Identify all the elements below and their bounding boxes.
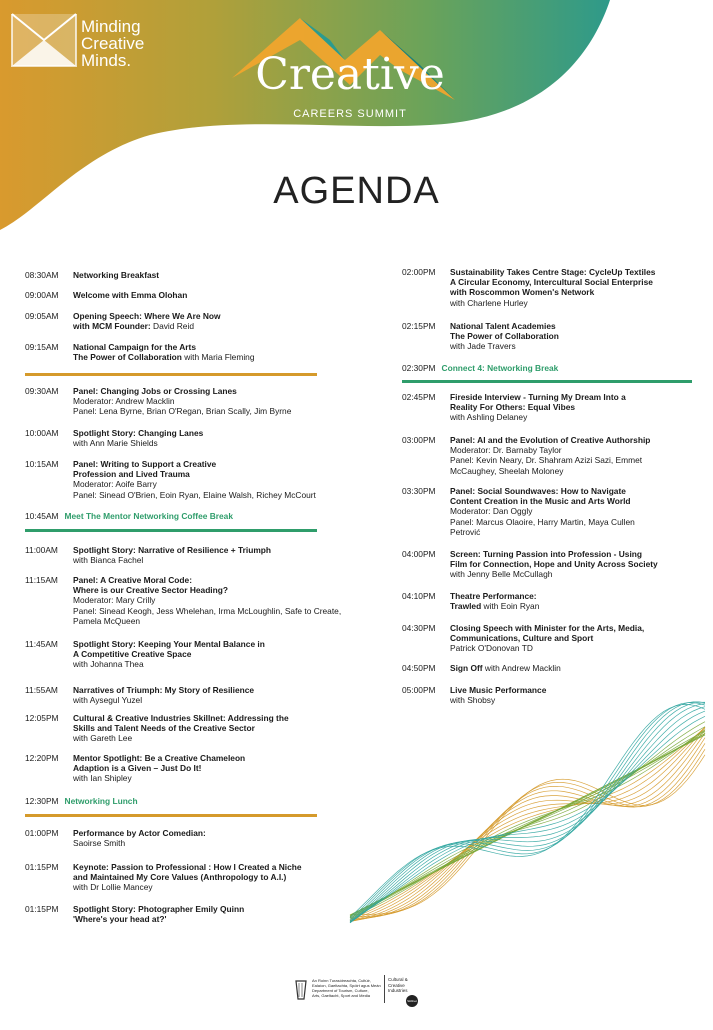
agenda-line: [73, 396, 365, 406]
agenda-time: 02:00PM: [402, 267, 436, 277]
agenda-line-bold: Communications, Culture and Sport: [450, 633, 594, 644]
agenda-item: [402, 392, 692, 423]
wave-line: [350, 703, 705, 920]
agenda-details: [73, 459, 365, 500]
agenda-details: [450, 267, 692, 308]
agenda-details: [450, 663, 692, 673]
agenda-line: [450, 496, 692, 506]
agenda-line-bold: Trawled: [450, 601, 484, 612]
agenda-line: [73, 270, 365, 280]
agenda-details: [73, 575, 365, 626]
agenda-line: [73, 733, 365, 743]
agenda-line: [450, 633, 692, 643]
agenda-line: [450, 455, 692, 465]
agenda-line: [73, 575, 365, 585]
agenda-line-bold: National Talent Academies: [450, 321, 556, 331]
agenda-line-bold: Theatre Performance:: [450, 591, 537, 601]
agenda-line-text: with Charlene Hurley: [450, 297, 528, 308]
skillnet-badge: Skillnet: [406, 995, 418, 1007]
networking-break: [25, 796, 138, 806]
agenda-details: [450, 435, 692, 476]
agenda-details: [73, 342, 365, 362]
agenda-line-text: with Gareth Lee: [73, 733, 133, 744]
agenda-line: [450, 445, 692, 455]
wave-line: [350, 704, 705, 923]
agenda-item: [25, 311, 365, 331]
agenda-line: [73, 649, 365, 659]
agenda-line-text: with Andrew Macklin: [484, 663, 561, 673]
agenda-details: [73, 545, 365, 565]
agenda-line-text: Moderator: Mary Crilly: [73, 595, 156, 606]
agenda-line-bold: Panel: Social Soundwaves: How to Navigate: [450, 486, 626, 496]
agenda-line: [450, 298, 692, 308]
agenda-line: [73, 311, 365, 321]
agenda-line-bold: Fireside Interview - Turning My Dream Into a: [450, 392, 626, 402]
agenda-details: [73, 428, 365, 448]
agenda-line: [450, 569, 692, 579]
agenda-item: [402, 321, 692, 352]
wave-line: [350, 730, 705, 918]
agenda-line-text: Moderator: Dr. Barnaby Taylor: [450, 445, 562, 456]
agenda-details: [73, 386, 365, 417]
agenda-time: 11:55AM: [25, 685, 58, 695]
break-time: 02:30PM: [402, 363, 436, 373]
agenda-line: [73, 828, 365, 838]
agenda-line: [73, 595, 365, 605]
agenda-line: [73, 914, 365, 924]
agenda-line: [73, 428, 365, 438]
agenda-line-bold: Profession and Lived Trauma: [73, 469, 190, 480]
agenda-line-bold: Keynote: Passion to Professional : How I Created a Niche: [73, 862, 302, 872]
agenda-details: [450, 623, 692, 654]
agenda-line-text: with Jade Travers: [450, 341, 516, 352]
agenda-line: [450, 663, 692, 673]
agenda-line-text: with Bianca Fachel: [73, 555, 144, 566]
agenda-line-bold: Spotlight Story: Narrative of Resilience + Triumph: [73, 545, 272, 555]
agenda-line: [73, 862, 365, 872]
agenda-details: [73, 713, 365, 744]
event-subtitle: CAREERS SUMMIT: [293, 108, 407, 120]
agenda-line: [450, 435, 692, 445]
agenda-line-bold: Cultural & Creative Industries Skillnet: Addressing the: [73, 713, 289, 723]
agenda-time: 12:05PM: [25, 713, 59, 723]
wave-lines-decoration: [340, 700, 713, 950]
agenda-line: [450, 517, 692, 527]
agenda-details: [73, 639, 365, 670]
agenda-line: [73, 555, 365, 565]
agenda-line: [73, 290, 365, 300]
agenda-item: [402, 663, 692, 673]
agenda-time: 04:30PM: [402, 623, 436, 633]
agenda-line-text: with Ann Marie Shields: [73, 438, 158, 449]
agenda-time: 09:00AM: [25, 290, 59, 300]
agenda-line: [73, 585, 365, 595]
agenda-line-bold: with MCM Founder:: [73, 321, 154, 332]
agenda-line-bold: Opening Speech: Where We Are Now: [73, 311, 221, 321]
agenda-line-bold: The Power of Collaboration: [450, 331, 559, 342]
agenda-line-text: with Shobsy: [450, 695, 496, 706]
agenda-item: [402, 549, 692, 580]
agenda-line-text: Pamela McQueen: [73, 615, 141, 626]
agenda-line: [73, 763, 365, 773]
agenda-line: [73, 459, 365, 469]
logo-line: Minding: [81, 17, 141, 36]
wave-line: [350, 716, 705, 921]
agenda-time: 10:15AM: [25, 459, 59, 469]
agenda-time: 03:30PM: [402, 486, 436, 496]
agenda-item: [25, 685, 365, 705]
agenda-line: [450, 466, 692, 476]
agenda-line-text: Saoirse Smith: [73, 838, 126, 849]
agenda-line-text: Moderator: Dan Oggly: [450, 506, 533, 517]
agenda-line: [450, 341, 692, 351]
agenda-time: 10:00AM: [25, 428, 59, 438]
agenda-line-bold: Spotlight Story: Keeping Your Mental Balance in: [73, 639, 265, 649]
agenda-time: 03:00PM: [402, 435, 436, 445]
agenda-item: [402, 591, 692, 611]
agenda-line: [73, 695, 365, 705]
agenda-line: [450, 527, 692, 537]
agenda-line-bold: Content Creation in the Music and Arts World: [450, 496, 631, 507]
agenda-line-bold: Narratives of Triumph: My Story of Resilience: [73, 685, 255, 695]
department-name: An Roinn Turasóireachta, Cultúir, Ealaíon, Gaeltachta, Spóirt agus Meán Department of Tourism, Culture, Arts, Gaeltacht, Sport and Media: [312, 978, 381, 998]
agenda-line: [450, 549, 692, 559]
agenda-details: [450, 392, 692, 423]
agenda-time: 04:50PM: [402, 663, 436, 673]
agenda-line-text: Moderator: Andrew Macklin: [73, 396, 175, 407]
agenda-line-bold: Panel: Writing to Support a Creative: [73, 459, 217, 469]
agenda-line-bold: and Maintained My Core Values (Anthropology to A.I.): [73, 872, 287, 883]
agenda-line-bold: Where is our Creative Sector Heading?: [73, 585, 228, 596]
harp-icon: [294, 979, 308, 1001]
agenda-time: 11:15AM: [25, 575, 58, 585]
agenda-line: [73, 872, 365, 882]
agenda-line: [73, 342, 365, 352]
agenda-line-text: with Ashling Delaney: [450, 412, 528, 423]
agenda-time: 11:00AM: [25, 545, 58, 555]
agenda-line: [73, 713, 365, 723]
agenda-item: [25, 575, 365, 626]
agenda-line: [73, 838, 365, 848]
agenda-line: [73, 469, 365, 479]
agenda-line: [450, 331, 692, 341]
agenda-line-bold: Networking Breakfast: [73, 270, 160, 280]
agenda-item: [25, 342, 365, 362]
agenda-item: [25, 428, 365, 448]
agenda-details: [73, 904, 365, 924]
agenda-line-text: with Maria Fleming: [184, 352, 255, 363]
agenda-line: [450, 591, 692, 601]
agenda-line-bold: Adaption is a Given – Just Do It!: [73, 763, 202, 774]
agenda-item: [25, 862, 365, 893]
agenda-details: [73, 270, 365, 280]
agenda-line: [73, 490, 365, 500]
agenda-line-text: Panel: Sinead O'Brien, Eoin Ryan, Elaine Walsh, Richey McCourt: [73, 489, 316, 500]
agenda-details: [73, 828, 365, 848]
agenda-item: [402, 623, 692, 654]
wave-line: [350, 705, 705, 918]
agenda-details: [73, 862, 365, 893]
agenda-line-bold: A Circular Economy, Intercultural Social Enterprise: [450, 277, 653, 288]
agenda-time: 12:20PM: [25, 753, 59, 763]
agenda-time: 09:05AM: [25, 311, 59, 321]
agenda-line-text: with Ian Shipley: [73, 773, 132, 784]
agenda-line-bold: A Competitive Creative Space: [73, 649, 192, 660]
agenda-line: [450, 412, 692, 422]
agenda-line: [73, 386, 365, 396]
section-divider: [25, 814, 317, 817]
agenda-details: [450, 321, 692, 352]
section-divider: [25, 373, 317, 376]
logo-line: Minds.: [81, 51, 132, 70]
agenda-details: [73, 685, 365, 705]
agenda-line: [450, 685, 692, 695]
agenda-item: [402, 435, 692, 476]
agenda-line-text: Panel: Sinead Keogh, Jess Whelehan, Irma McLoughlin, Safe to Create,: [73, 605, 342, 616]
agenda-line: [73, 352, 365, 362]
agenda-line-bold: Skills and Talent Needs of the Creative Sector: [73, 723, 255, 734]
agenda-line: [450, 623, 692, 633]
agenda-item: [402, 486, 692, 537]
agenda-line: [450, 321, 692, 331]
agenda-line-text: with Johanna Thea: [73, 659, 144, 670]
agenda-line-text: Moderator: Aoife Barry: [73, 479, 157, 490]
agenda-line-text: Petrović: [450, 526, 481, 537]
event-title: Creative: [255, 49, 445, 100]
agenda-line: [73, 904, 365, 914]
footer-logos: [288, 975, 428, 1005]
agenda-line-bold: National Campaign for the Arts: [73, 342, 196, 352]
break-time: 10:45AM: [25, 511, 59, 521]
page-title: AGENDA: [273, 170, 440, 212]
agenda-time: 04:10PM: [402, 591, 436, 601]
agenda-line: [73, 545, 365, 555]
section-divider: [25, 529, 317, 532]
agenda-time: 09:30AM: [25, 386, 59, 396]
agenda-item: [25, 459, 365, 500]
agenda-time: 09:15AM: [25, 342, 59, 352]
agenda-line: [450, 601, 692, 611]
agenda-line-bold: Spotlight Story: Changing Lanes: [73, 428, 204, 438]
agenda-line: [450, 643, 692, 653]
agenda-line-text: with Dr Lollie Mancey: [73, 882, 153, 893]
agenda-time: 08:30AM: [25, 270, 59, 280]
agenda-line: [450, 277, 692, 287]
agenda-time: 02:45PM: [402, 392, 436, 402]
agenda-details: [450, 486, 692, 537]
agenda-item: [25, 386, 365, 417]
agenda-line: [73, 685, 365, 695]
agenda-line-text: with Aysegul Yuzel: [73, 695, 143, 706]
break-label: Meet The Mentor Networking Coffee Break: [64, 511, 233, 521]
agenda-line: [450, 402, 692, 412]
wave-line: [350, 727, 705, 921]
agenda-line-text: with Jenny Belle McCullagh: [450, 569, 553, 580]
agenda-time: 04:00PM: [402, 549, 436, 559]
agenda-line-text: David Reid: [153, 321, 194, 332]
agenda-line-bold: Live Music Performance: [450, 685, 547, 695]
break-label: Networking Lunch: [64, 796, 138, 806]
section-divider: [402, 380, 692, 383]
agenda-time: 01:15PM: [25, 862, 59, 872]
agenda-item: [25, 270, 365, 280]
agenda-item: [25, 290, 365, 300]
agenda-line-bold: 'Where's your head at?': [73, 914, 167, 925]
logo-line: Creative: [81, 34, 145, 53]
agenda-line-bold: Panel: AI and the Evolution of Creative Authorship: [450, 435, 651, 445]
agenda-details: [450, 591, 692, 611]
agenda-line: [450, 486, 692, 496]
agenda-line-bold: Closing Speech with Minister for the Arts, Media,: [450, 623, 645, 633]
brand-logo-text: [81, 18, 144, 69]
agenda-line-text: with Eoin Ryan: [483, 601, 540, 612]
agenda-item: [25, 545, 365, 565]
agenda-line: [450, 506, 692, 516]
agenda-line: [450, 267, 692, 277]
agenda-line-bold: Panel: A Creative Moral Code:: [73, 575, 192, 585]
agenda-line-bold: Sign Off: [450, 663, 485, 673]
agenda-line: [73, 616, 365, 626]
agenda-line: [73, 406, 365, 416]
agenda-line: [73, 753, 365, 763]
agenda-line-bold: Screen: Turning Passion into Profession - Using: [450, 549, 643, 559]
agenda-line-bold: Welcome with Emma Olohan: [73, 290, 188, 300]
agenda-line: [450, 559, 692, 569]
agenda-line-bold: with Roscommon Women's Network: [450, 287, 595, 298]
agenda-time: 11:45AM: [25, 639, 58, 649]
minding-creative-minds-logo-icon: [12, 14, 76, 66]
agenda-line: [450, 392, 692, 402]
agenda-line-bold: Spotlight Story: Photographer Emily Quinn: [73, 904, 245, 914]
agenda-line-bold: Panel: Changing Jobs or Crossing Lanes: [73, 386, 237, 396]
agenda-details: [450, 549, 692, 580]
agenda-details: [73, 290, 365, 300]
agenda-line: [73, 723, 365, 733]
agenda-line: [73, 639, 365, 649]
agenda-item: [25, 904, 365, 924]
agenda-line-text: Patrick O'Donovan TD: [450, 643, 533, 654]
agenda-line: [73, 773, 365, 783]
agenda-line-bold: The Power of Collaboration: [73, 352, 185, 363]
agenda-line: [450, 287, 692, 297]
agenda-line-text: Panel: Marcus Olaoire, Harry Martin, Maya Cullen: [450, 516, 635, 527]
break-label: Connect 4: Networking Break: [441, 363, 559, 373]
partner-name: Cultural & Creative Industries: [388, 977, 408, 993]
agenda-details: [73, 753, 365, 784]
agenda-line: [73, 659, 365, 669]
agenda-line-bold: Performance by Actor Comedian:: [73, 828, 206, 838]
networking-break: [402, 363, 558, 373]
agenda-item: [25, 639, 365, 670]
break-time: 12:30PM: [25, 796, 59, 806]
agenda-line: [73, 321, 365, 331]
agenda-item: [25, 753, 365, 784]
agenda-item: [402, 267, 692, 308]
agenda-line: [73, 606, 365, 616]
agenda-time: 01:00PM: [25, 828, 59, 838]
networking-break: [25, 511, 233, 521]
agenda-line-text: Panel: Lena Byrne, Brian O'Regan, Brian Scally, Jim Byrne: [73, 406, 292, 417]
agenda-line: [73, 882, 365, 892]
agenda-line: [73, 438, 365, 448]
agenda-line-bold: Reality For Others: Equal Vibes: [450, 402, 576, 413]
agenda-time: 05:00PM: [402, 685, 436, 695]
agenda-line-bold: Sustainability Takes Centre Stage: CycleUp Textiles: [450, 267, 656, 277]
agenda-line-bold: Film for Connection, Hope and Unity Across Society: [450, 559, 658, 570]
agenda-line: [73, 479, 365, 489]
agenda-details: [73, 311, 365, 331]
agenda-line-text: McCaughey, Sheelah Moloney: [450, 465, 564, 476]
agenda-item: [25, 828, 365, 848]
agenda-time: 02:15PM: [402, 321, 436, 331]
agenda-line-text: Panel: Kevin Neary, Dr. Shahram Azizi Sazi, Emmet: [450, 455, 643, 466]
agenda-line-bold: Mentor Spotlight: Be a Creative Chameleon: [73, 753, 246, 763]
agenda-time: 01:15PM: [25, 904, 59, 914]
agenda-item: [25, 713, 365, 744]
